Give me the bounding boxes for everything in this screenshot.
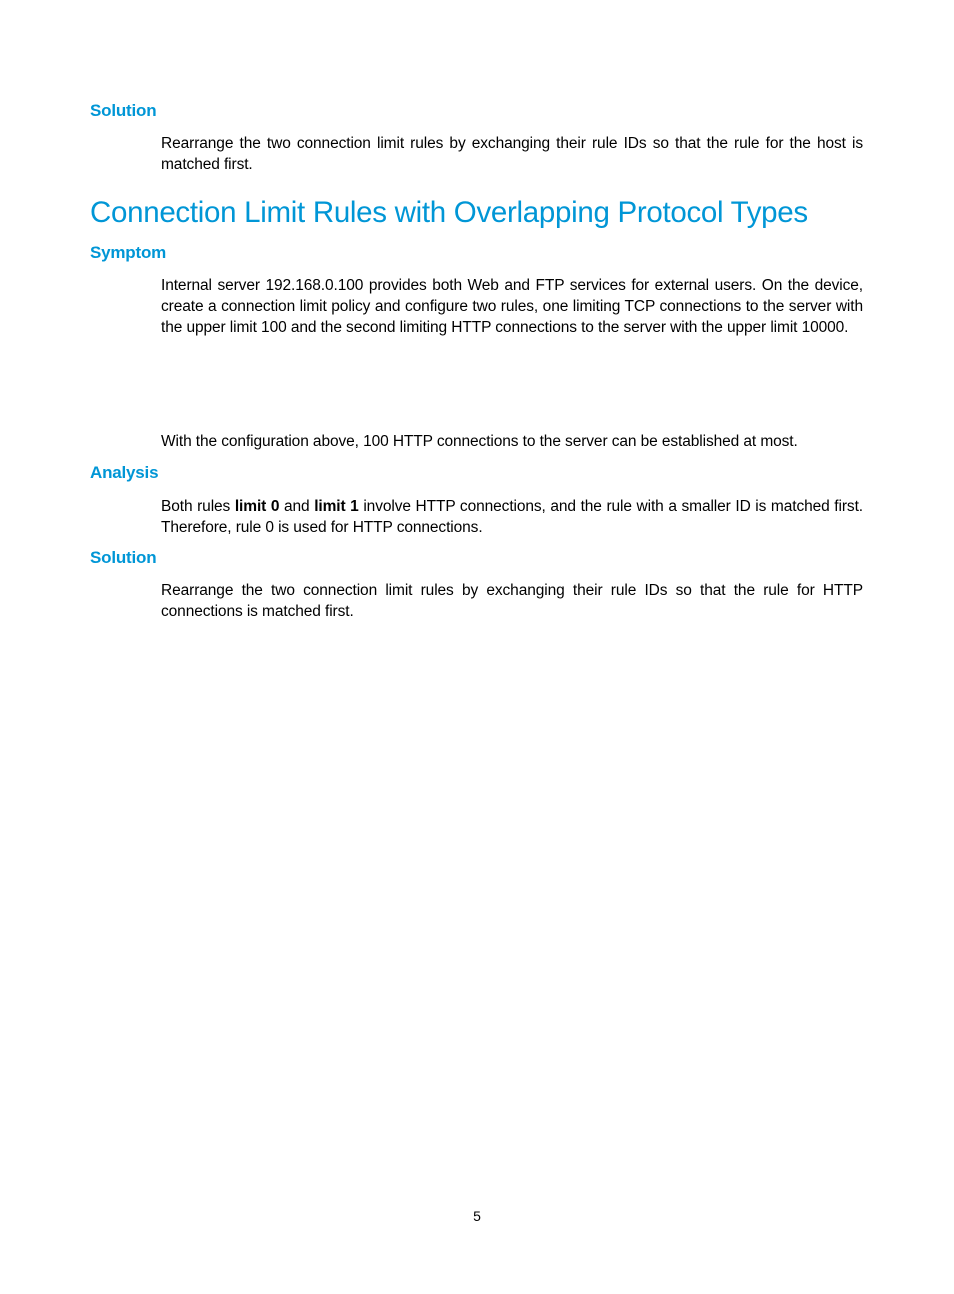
analysis-heading: Analysis [90,463,159,482]
symptom-paragraph: Internal server 192.168.0.100 provides both Web and FTP services for external users. On the device, create a connection limit policy and configure two rules, one limiting TCP connections to the server with the upper limit 100 and the second limiting HTTP connections to the server with the upper limit 10000. [161,277,863,336]
rule-limit-1: limit 1 [314,498,359,515]
analysis-text-middle: and [279,498,315,515]
analysis-paragraph [161,496,863,538]
analysis-text-suffix: involve HTTP connections, and the rule with a smaller ID is matched first. Therefore, rule 0 is used for HTTP connections. [161,498,863,536]
symptom-result-paragraph: With the configuration above, 100 HTTP connections to the server can be established at most. [161,433,798,450]
solution-heading-2: Solution [90,548,157,567]
section-title: Connection Limit Rules with Overlapping Protocol Types [90,196,808,229]
page-number: 5 [473,1208,481,1224]
solution-heading: Solution [90,101,157,120]
rule-limit-0: limit 0 [234,498,280,515]
solution-paragraph-2: Rearrange the two connection limit rules by exchanging their rule IDs so that the rule for HTTP connections is matched first. [161,582,863,620]
analysis-text-prefix: Both rules [161,498,235,515]
solution-paragraph: Rearrange the two connection limit rules by exchanging their rule IDs so that the rule for the host is matched first. [161,135,863,173]
symptom-heading: Symptom [90,243,167,262]
